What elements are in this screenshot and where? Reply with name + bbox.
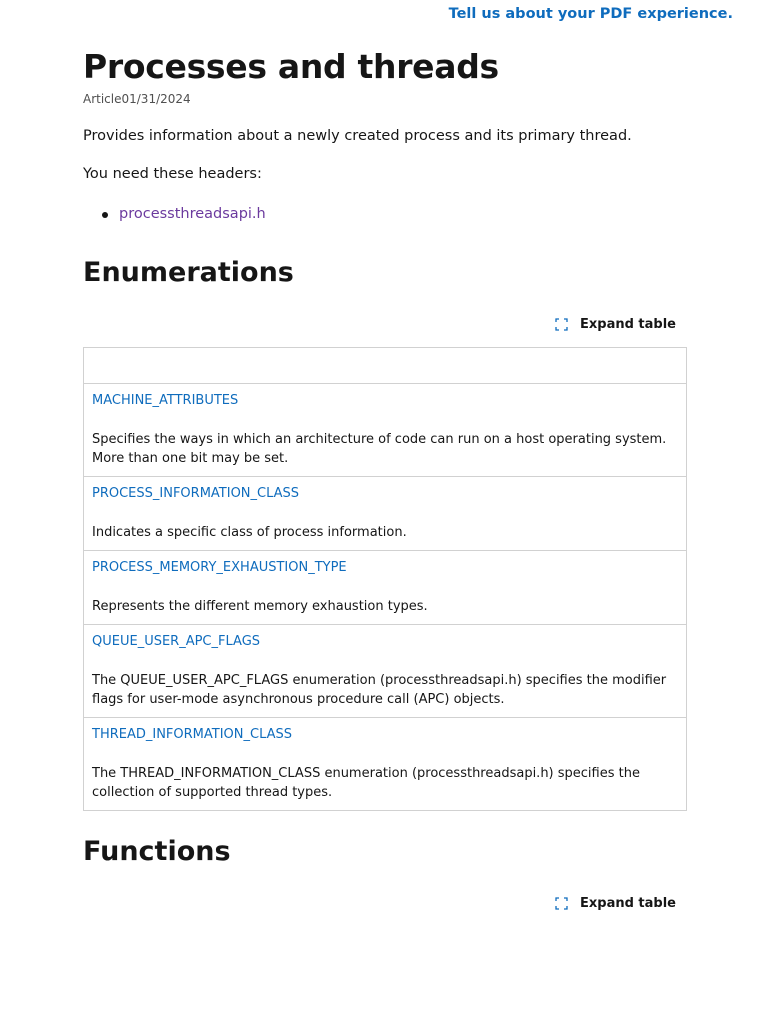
enum-link-thread-information-class[interactable]: THREAD_INFORMATION_CLASS (92, 727, 293, 742)
expand-table-button-functions[interactable] (555, 896, 676, 911)
pdf-feedback-link[interactable]: Tell us about your PDF experience. (448, 6, 733, 22)
enum-link-machine-attributes[interactable]: MACHINE_ATTRIBUTES (92, 393, 239, 408)
enum-link-process-information-class[interactable]: PROCESS_INFORMATION_CLASS (92, 486, 300, 501)
enum-description: Indicates a specific class of process information. (92, 525, 407, 540)
expand-icon (555, 318, 568, 331)
table-row (84, 718, 687, 811)
expand-table-label: Expand table (580, 896, 676, 911)
headers-list (83, 204, 266, 224)
list-item (83, 204, 266, 224)
table-row (84, 551, 687, 625)
table-row (84, 384, 687, 477)
functions-heading: Functions (83, 836, 231, 867)
bullet-icon (102, 212, 108, 218)
expand-table-button-enumerations[interactable] (555, 317, 676, 332)
headers-intro: You need these headers: (83, 166, 262, 182)
enumerations-table (83, 347, 687, 811)
table-cell (84, 718, 687, 811)
expand-icon (555, 897, 568, 910)
enum-description: The THREAD_INFORMATION_CLASS enumeration (processthreadsapi.h) specifies the collection of supported thread types. (92, 766, 640, 800)
intro-paragraph: Provides information about a newly created process and its primary thread. (83, 128, 632, 144)
table-header-row (84, 348, 687, 384)
table-row (84, 625, 687, 718)
article-meta: Article01/31/2024 (83, 92, 191, 106)
table-header-cell (84, 348, 687, 384)
enum-link-process-memory-exhaustion-type[interactable]: PROCESS_MEMORY_EXHAUSTION_TYPE (92, 560, 347, 575)
enum-description: Represents the different memory exhaustion types. (92, 599, 428, 614)
page-title: Processes and threads (83, 47, 499, 86)
table-cell (84, 551, 687, 625)
enum-description: Specifies the ways in which an architecture of code can run on a host operating system. More than one bit may be set. (92, 432, 667, 466)
header-link-processthreadsapi[interactable]: processthreadsapi.h (119, 206, 266, 222)
enum-description: The QUEUE_USER_APC_FLAGS enumeration (processthreadsapi.h) specifies the modifier flags for user-mode asynchronous procedure call (APC) objects. (92, 673, 667, 707)
enumerations-heading: Enumerations (83, 257, 294, 288)
table-row (84, 477, 687, 551)
expand-table-label: Expand table (580, 317, 676, 332)
enum-link-queue-user-apc-flags[interactable]: QUEUE_USER_APC_FLAGS (92, 634, 261, 649)
table-cell (84, 384, 687, 477)
table-cell (84, 625, 687, 718)
table-cell (84, 477, 687, 551)
